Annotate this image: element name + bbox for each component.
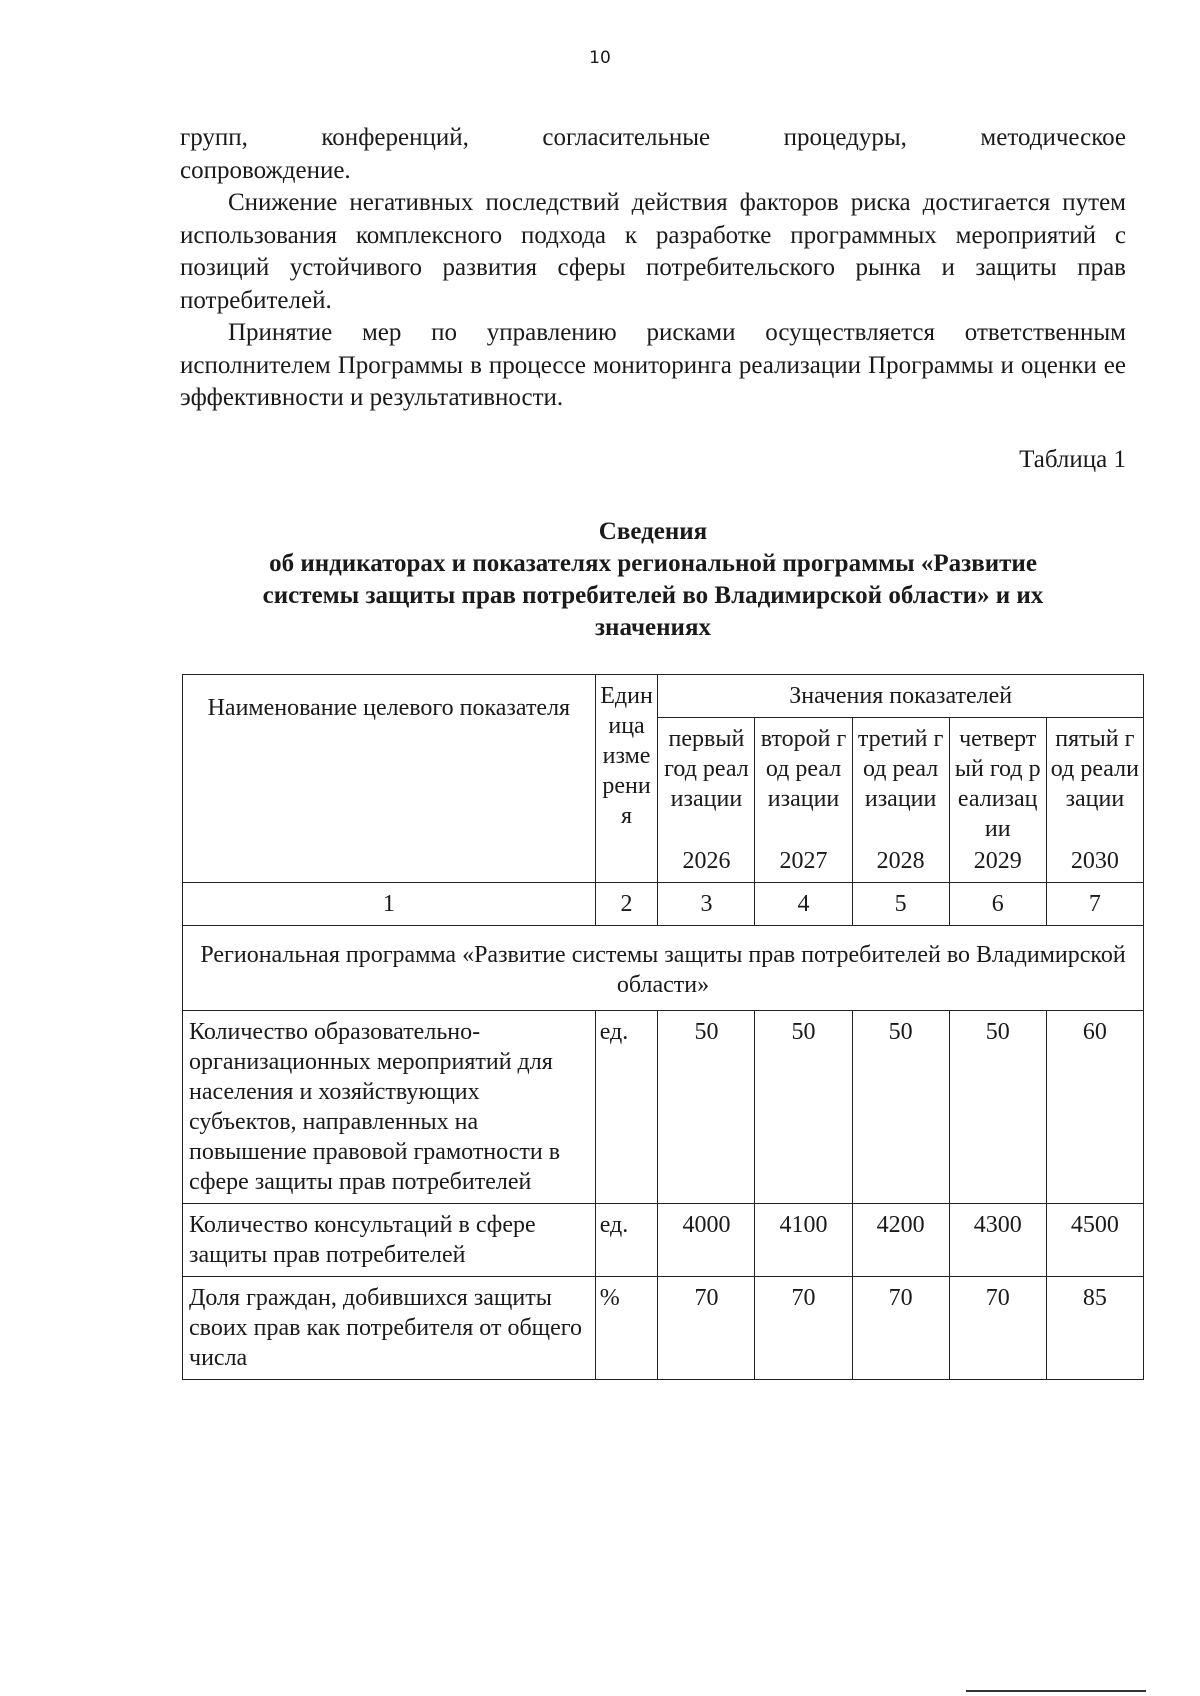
column-number: 5: [852, 883, 949, 926]
column-number: 4: [755, 883, 852, 926]
column-number: 1: [183, 883, 596, 926]
indicator-value: 50: [755, 1011, 852, 1204]
indicator-value: 70: [852, 1277, 949, 1380]
indicator-unit: ед.: [595, 1204, 658, 1277]
program-row: [183, 926, 1144, 1011]
body-text: [180, 122, 1126, 415]
header-row: [183, 675, 1144, 718]
indicator-value: 70: [658, 1277, 755, 1380]
indicator-name: Количество образовательно-организационных мероприятий для населения и хозяйствующих субъектов, направленных на повышение правовой грамотности в сфере защиты прав потребителей: [183, 1011, 596, 1204]
indicator-value: 4100: [755, 1204, 852, 1277]
indicator-value: 60: [1046, 1011, 1143, 1204]
header-year: 2029: [973, 848, 1022, 874]
indicator-unit: %: [595, 1277, 658, 1380]
column-number: 7: [1046, 883, 1143, 926]
header-year-label: пятый год реализации: [1050, 726, 1139, 812]
header-year-label: четвертый год реализации: [954, 726, 1041, 842]
column-numbers-row: [183, 883, 1144, 926]
paragraph-3: Принятие мер по управлению рисками осуществляется ответственным исполнителем Программы в процессе мониторинга реализации Программы и оценки ее эффективности и результативности.: [180, 319, 1126, 411]
header-year: 2028: [876, 848, 925, 874]
table-row: [183, 1277, 1144, 1380]
table-heading: [180, 516, 1126, 644]
heading-line-1: Сведения: [598, 518, 708, 545]
header-year: 2027: [779, 848, 828, 874]
indicator-name: Количество консультаций в сфере защиты прав потребителей: [183, 1204, 596, 1277]
header-year-cell: [658, 718, 755, 883]
header-unit: Единица измерения: [595, 675, 658, 883]
header-year-cell: [1046, 718, 1143, 883]
indicator-unit: ед.: [595, 1011, 658, 1204]
indicator-value: 50: [852, 1011, 949, 1204]
indicator-value: 4300: [949, 1204, 1046, 1277]
heading-line-2: об индикаторах и показателях региональной программы «Развитие: [269, 550, 1037, 577]
heading-line-4: значениях: [595, 614, 711, 641]
header-name: Наименование целевого показателя: [183, 675, 596, 883]
indicator-name: Доля граждан, добившихся защиты своих прав как потребителя от общего числа: [183, 1277, 596, 1380]
header-year-cell: [852, 718, 949, 883]
paragraph-1-line-2: сопровождение.: [180, 156, 351, 184]
header-year-cell: [755, 718, 852, 883]
indicator-value: 85: [1046, 1277, 1143, 1380]
table-row: [183, 1204, 1144, 1277]
header-year-cell: [949, 718, 1046, 883]
program-title: Региональная программа «Развитие системы защиты прав потребителей во Владимирской области»: [183, 926, 1144, 1011]
indicators-table: [182, 674, 1144, 1380]
page-number: 10: [589, 48, 611, 68]
indicator-value: 70: [755, 1277, 852, 1380]
header-values-group: Значения показателей: [658, 675, 1144, 718]
header-year: 2030: [1070, 848, 1119, 874]
indicator-value: 50: [949, 1011, 1046, 1204]
indicator-value: 4500: [1046, 1204, 1143, 1277]
header-year-label: первый год реализации: [664, 726, 749, 812]
column-number: 2: [595, 883, 658, 926]
indicator-value: 4000: [658, 1204, 755, 1277]
header-year-label: третий год реализации: [857, 726, 944, 812]
indicator-value: 70: [949, 1277, 1046, 1380]
footer-rule: [966, 1690, 1146, 1692]
indicator-value: 50: [658, 1011, 755, 1204]
paragraph-2: Снижение негативных последствий действия факторов риска достигается путем использования комплексного подхода к разработке программных мероприятий с позиций устойчивого развития сферы потребительского рынка и защиты прав потребителей.: [180, 189, 1126, 314]
paragraph-1-line-1: групп, конференций, согласительные процедуры, методическое: [180, 124, 1126, 151]
header-year-label: второй год реализации: [760, 726, 847, 812]
heading-line-3: системы защиты прав потребителей во Владимирской области» и их: [262, 582, 1044, 609]
indicator-value: 4200: [852, 1204, 949, 1277]
table-row: [183, 1011, 1144, 1204]
column-number: 3: [658, 883, 755, 926]
header-year: 2026: [682, 848, 731, 874]
column-number: 6: [949, 883, 1046, 926]
table-caption: Таблица 1: [1019, 446, 1126, 473]
